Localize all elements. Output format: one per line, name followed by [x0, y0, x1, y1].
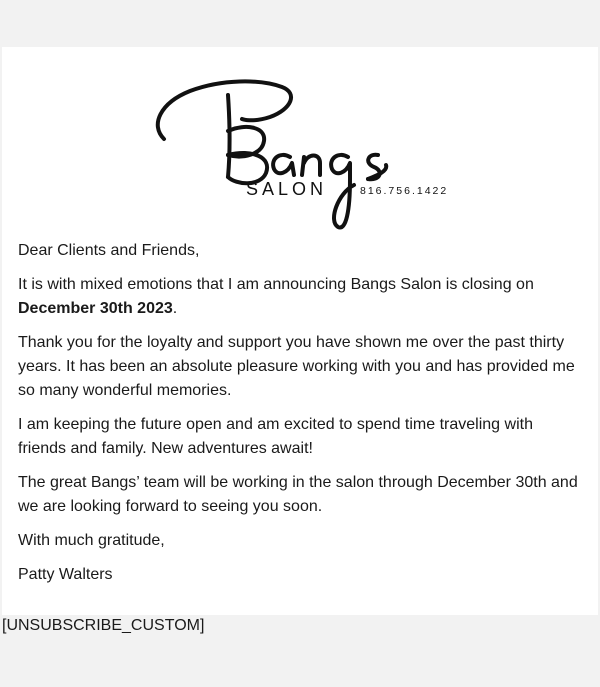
greeting: Dear Clients and Friends,	[18, 242, 200, 259]
salon-phone-number: 816.756.1422	[360, 185, 449, 197]
email-card	[2, 47, 598, 615]
future-paragraph: I am keeping the future open and am excited to spend time traveling with friends and family. New adventures await!	[18, 416, 533, 457]
announcement-end: .	[172, 300, 178, 317]
thanks-paragraph: Thank you for the loyalty and support you have shown me over the past thirty years. It has been an absolute pleasure working with you and has provided me so many wonderful memories.	[18, 334, 575, 399]
letter-body	[18, 239, 584, 597]
salon-wordmark: SALON	[246, 179, 328, 199]
bangs-salon-logo	[142, 75, 472, 230]
closing-date: December 30th 2023	[18, 300, 173, 317]
announcement-paragraph	[18, 273, 584, 321]
team-paragraph: The great Bangs’ team will be working in the salon through December 30th and we are looking forward to seeing you soon.	[18, 474, 578, 515]
announcement-text: It is with mixed emotions that I am announcing Bangs Salon is closing on	[18, 276, 534, 293]
signature: Patty Walters	[18, 566, 113, 583]
unsubscribe-link[interactable]: [UNSUBSCRIBE_CUSTOM]	[2, 617, 205, 634]
bangs-script-logo-graphic	[142, 75, 472, 230]
sign-off: With much gratitude,	[18, 532, 165, 549]
